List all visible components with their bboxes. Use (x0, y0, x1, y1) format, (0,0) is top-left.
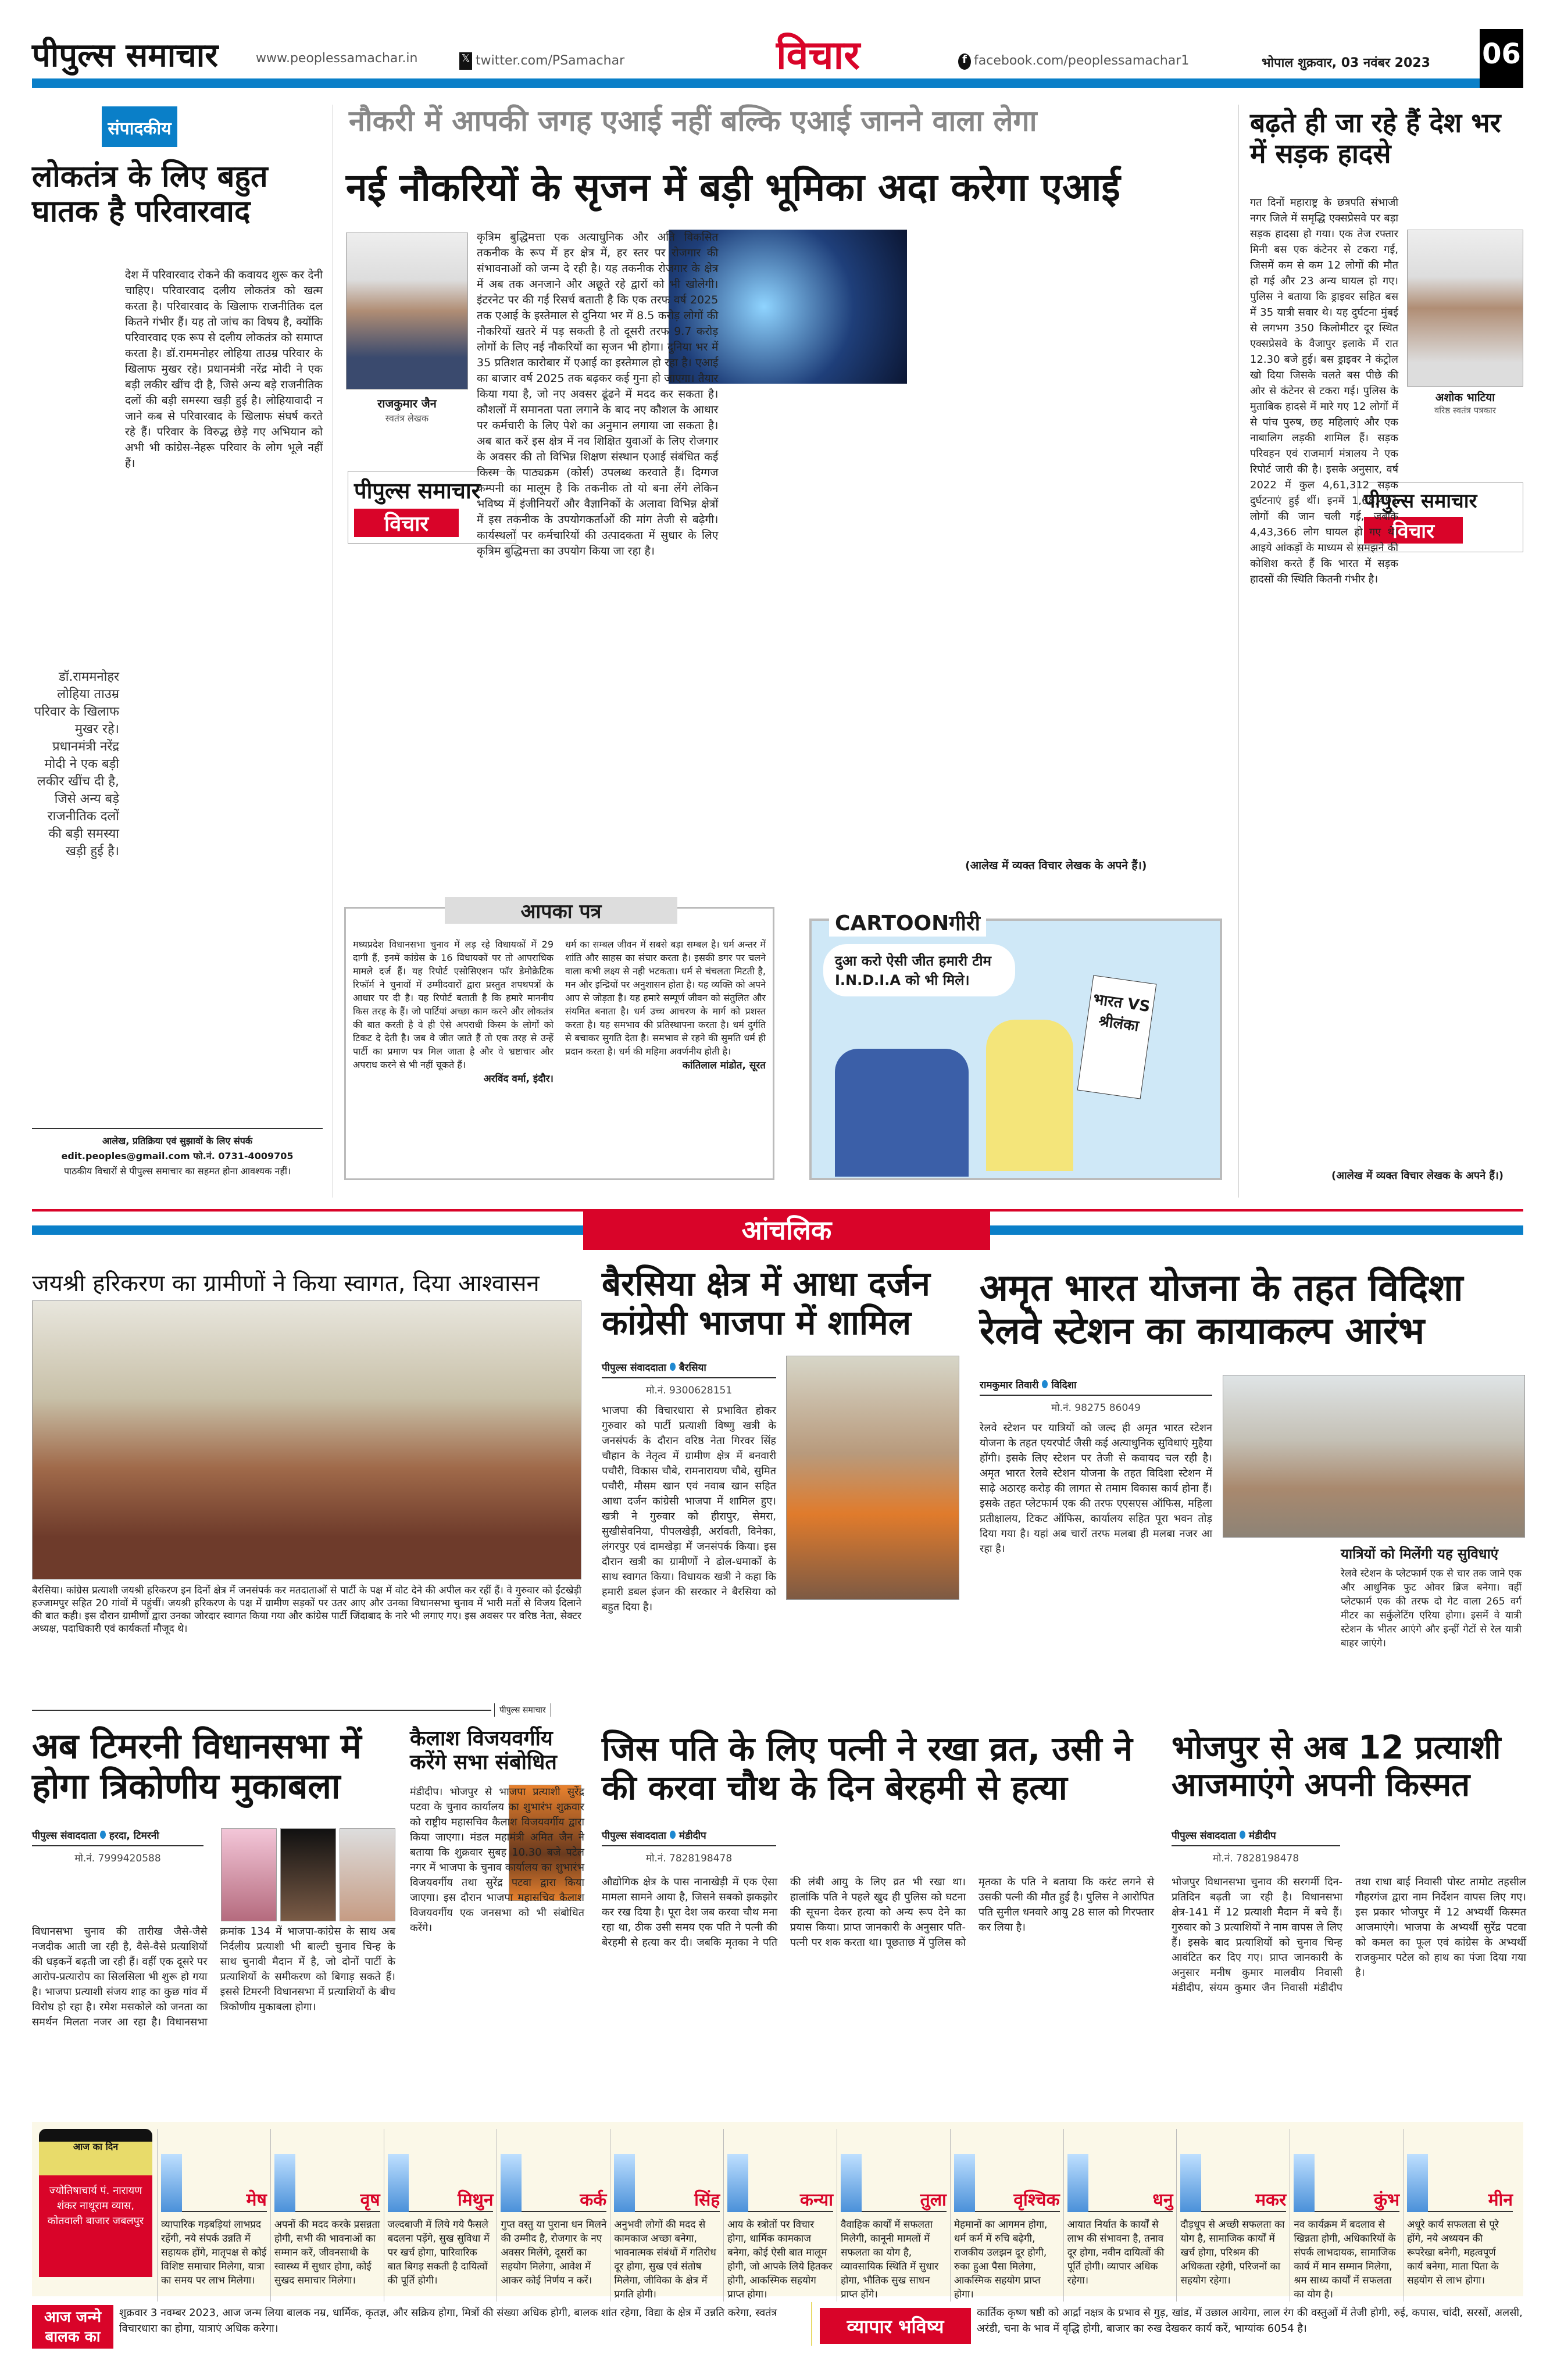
zodiac-sign-7 (837, 2129, 950, 2302)
facilities-body: रेलवे स्टेशन के प्लेटफार्म एक से चार तक जाने एक और आधुनिक फुट ओवर ब्रिज बनेगा। वहीं प्लेटफार्म एक की तरफ दो गेट वाला 265 वर्ग मीटर का सर्कुलेटिंग एरिया होगा। इसमें वे यात्री स्टेशन के भीतर आएंगे और इन्हीं गेटों से रेल यात्री बाहर जाएंगे। (1341, 1568, 1522, 1649)
facebook-link[interactable]: facebook.com/peoplessamachar1 (974, 53, 1190, 68)
zodiac-icon (841, 2154, 862, 2212)
section-title: विचार (776, 33, 860, 78)
zodiac-icon (501, 2154, 522, 2212)
zodiac-sign-8 (950, 2129, 1063, 2302)
reporter-mobile: मो.नं. 98275 86049 (1051, 1402, 1141, 1414)
zodiac-sign-9 (1063, 2129, 1177, 2302)
sign-name: मकर (1180, 2187, 1286, 2212)
byline (1172, 1828, 1340, 1846)
story-body: रेलवे स्टेशन पर यात्रियों को जल्द ही अमृत भारत स्टेशन योजना के तहत एयरपोर्ट जैसी कई अत्याधुनिक सुविधाएं मुहैया होंगी। इसके लिए स्टेशन पर तेजी से कवायद चल रही है। अमृत भारत रेलवे स्टेशन योजना के तहत विदिशा स्टेशन में साढ़े अठारह करोड़ की लागत से तमाम विकास कार्य होना हैं। इसके तहत प्लेटफार्म एक की तरफ एएसएस ऑफिस, महिला प्रतीक्षालय, टिकट ऑफिस, कार्यालय सहित पूरा भवन तोड़ दिया गया है। यहां अब चारों तरफ मलबा ही मलबा नजर आ रहा है। (980, 1422, 1212, 1555)
zodiac-icon (1407, 2154, 1428, 2212)
letter-author: अरविंद वर्मा, इंदौर। (483, 1073, 553, 1085)
story-byline-block (980, 1378, 1212, 1557)
place: हरदा, टिमरनी (109, 1830, 159, 1842)
rule (32, 1710, 491, 1711)
story-byline-block (1172, 1828, 1340, 1871)
trade-text: कार्तिक कृष्ण षष्ठी को आर्द्रा नक्षत्र के प्रभाव से गुड़, खांड, में उछाल आयेगा, लाल रंग की वस्तुओं में तेजी होगी, रुई, कपास, चांदी, सरसों, अलसी, अरंडी, चना के भाव में वृद्धि होगी, बाजार का रुख देखकर कार्य करें, भाग्यांक 6054 है। (977, 2307, 1523, 2335)
reporter: पीपुल्स संवाददाता (602, 1830, 666, 1842)
cartoon-newspaper: भारत VS श्रीलंका (1077, 975, 1157, 1099)
story-headline: भोजपुर से अब 12 प्रत्याशी आजमाएंगे अपनी किस्मत (1172, 1729, 1501, 1804)
reporter-mobile: मो.नं. 7999420588 (74, 1853, 161, 1864)
letter-author: कांतिलाल मांडोत, सूरत (682, 1060, 766, 1071)
byline (32, 1828, 203, 1846)
letters-box (344, 900, 774, 1180)
sign-name: धनु (1067, 2187, 1173, 2212)
author-name: राजकुमार जैन (377, 396, 437, 410)
right-headline: बढ़ते ही जा रहे हैं देश भर में सड़क हादसे (1250, 107, 1501, 169)
zodiac-icon (954, 2154, 975, 2212)
byline (980, 1378, 1212, 1396)
column-divider (1238, 105, 1239, 1198)
dateline: भोपाल शुक्रवार, 03 नवंबर 2023 (1262, 56, 1430, 70)
zodiac-sign-1 (157, 2129, 270, 2302)
sign-text: गुप्त वस्तु या पुराना धन मिलने की उम्मीद है, रोजगार के नए अवसर मिलेंगे, दूसरों का सहयोग मिलेगा, आवेश में आकर कोई निर्णय न करें। (501, 2219, 607, 2286)
zodiac-sign-5 (610, 2129, 723, 2302)
sign-name: वृष (274, 2187, 380, 2212)
sign-name: वृश्चिक (954, 2187, 1060, 2212)
author-role: वरिष्ठ स्वतंत्र पत्रकार (1434, 405, 1497, 416)
story-headline: बैरसिया क्षेत्र में आधा दर्जन कांग्रेसी भाजपा में शामिल (602, 1264, 930, 1342)
reporter: रामकुमार तिवारी (980, 1380, 1039, 1391)
photo-credit: पीपुल्स समाचार (494, 1703, 551, 1717)
sign-text: अपनों की मदद करके प्रसन्नता होगी, सभी की भावनाओं का सम्मान करें, जीवनसाथी के स्वास्थ्य में सुधार होगा, कोई सुखद समाचार मिलेगा। (274, 2219, 380, 2286)
story-body: विधानसभा चुनाव की तारीख जैसे-जैसे नजदीक आती जा रही है, वैसे-वैसे प्रत्याशियों की धड़कनें बढ़ती जा रही हैं। वहीं एक दूसरे पर आरोप-प्रत्यारोप का सिलसिला भी शुरू हो गया है। भाजपा प्रत्याशी संजय शाह का कुछ गांव में विरोध हो रहा है। रमेश मसकोले को जनता का समर्थन मिलता नजर आ रहा है। विधानसभा क्रमांक 134 में भाजपा-कांग्रेस के साथ अब निर्दलीय प्रत्याशी भी बाल्टी चुनाव चिन्ह के साथ चुनावी मैदान में है, जो दोनों पार्टी के प्रत्याशियों के समीकरण को बिगाड़ सकते हैं। इससे टिमरनी विधानसभा में प्रत्याशियों के बीच त्रिकोणीय मुकाबला होगा। (32, 1925, 395, 2028)
main-overline: नौकरी में आपकी जगह एआई नहीं बल्कि एआई जानने वाला लेगा (349, 104, 1037, 138)
letter-item (353, 938, 553, 1085)
byline (602, 1360, 776, 1378)
bullet-icon (100, 1831, 106, 1839)
editorial-label: संपादकीय (102, 106, 177, 147)
author-photo (346, 233, 468, 389)
letter-text: मध्यप्रदेश विधानसभा चुनाव में लड़ रहे विधायकों में 29 दागी हैं, इनमें कांग्रेस के 16 विधायकों पर तो आपराधिक मामले दर्ज हैं। यह रिपोर्ट एसोसिएशन फॉर डेमोक्रेटिक रिफॉर्म ने चुनावों में उम्मीदवारों द्वारा प्रस्तुत शपथपत्रों के आधार पर दी है। यह रिपोर्ट बताती है कि हमारे माननीय किस तरह के हैं। जो पार्टियां अच्छा काम करने और लोकतंत्र की बात करती है वे ही ऐसे अपराधी किस्म के लोगों को टिकट दे देती है। जब वे जीत जाते हैं तो एक तरह से उन्हें पार्टी का प्रमाण पत्र मिल जाता है और वे भ्रष्टाचार और अपराध करने से भी नहीं चूकते हैं। (353, 939, 553, 1070)
badge-section: विचार (1364, 517, 1463, 544)
page-number: 06 (1480, 29, 1523, 88)
facilities-title: यात्रियों को मिलेंगी यह सुविधाएं (1341, 1546, 1499, 1562)
story-body: भाजपा की विचारधारा से प्रभावित होकर गुरुवार को पार्टी प्रत्याशी विष्णु खत्री के जनसंपर्क के दौरान वरिष्ठ नेता गिरवर सिंह चौहान के नेतृत्व में ग्रामीण क्षेत्र में बनवारी पचौरी, विकास चौबे, रामनारायण चौबे, सुमित पचौरी, मौसम खान एवं नवाब खान सहित आधा दर्जन कांग्रेसी भाजपा में शामिल हुए। खत्री ने गुरुवार को हीरापुर, सेमरा, सुखीसेवनिया, पीपलखेड़ी, अर्रावती, विनेका, लंगरपुर एवं दामखेड़ा में जनसंपर्क किया। इस दौरान खत्री का ग्रामीणों ने ढोल-धमाकों के साथ स्वागत किया। विधायक खत्री ने कहा कि हमारी डबल इंजन की सरकार ने बैरसिया को बहुत दिया है। (602, 1405, 776, 1613)
sign-name: मिथुन (388, 2187, 494, 2212)
masthead-logo: पीपुल्स समाचार (32, 37, 219, 74)
right-disclaimer: (आलेख में व्यक्त विचार लेखक के अपने हैं।) (1331, 1170, 1504, 1182)
place: विदिशा (1051, 1380, 1077, 1391)
main-disclaimer: (आलेख में व्यक्त विचार लेखक के अपने हैं।) (965, 859, 1147, 872)
author-name: अशोक भाटिया (1435, 391, 1495, 404)
footer-divider (811, 2302, 812, 2346)
contact-email[interactable]: edit.peoples@gmail.com फो.नं. 0731-4009705 (61, 1150, 294, 1162)
zodiac-sign-11 (1290, 2129, 1403, 2302)
place: बैरसिया (678, 1362, 706, 1374)
sign-text: दौड़धूप से अच्छी सफलता का योग है, सामाजिक कार्यों में खर्च होगा, परिश्रम की अधिकता रहेगी, परिजनों का सहयोग रहेगा। (1180, 2219, 1285, 2286)
cartoon-box (809, 912, 1222, 1180)
sign-name: मीन (1407, 2187, 1513, 2212)
zodiac-sign-12 (1403, 2129, 1516, 2302)
sign-text: अधूरे कार्य सफलता से पूरे होंगे, नये अध्ययन की रूपरेखा बनेगी, महत्वपूर्ण कार्य बनेगा, माता पिता के सहयोग से लाभ होगा। (1407, 2219, 1499, 2286)
zodiac-icon (388, 2154, 409, 2212)
place: मंडीदीप (1248, 1830, 1276, 1842)
disclaimer: पाठकीय विचारों से पीपुल्स समाचार का सहमत होना आवश्यक नहीं। (63, 1166, 291, 1177)
reporter-mobile: मो.नं. 9300628151 (645, 1385, 733, 1396)
contact-label: आलेख, प्रतिक्रिया एवं सुझावों के लिए संपर्क (102, 1135, 253, 1146)
letters-title: आपका पत्र (445, 897, 677, 924)
reporter-mobile: मो.नं. 7828198478 (1212, 1853, 1299, 1864)
story-headline: अमृत भारत योजना के तहत विदिशा रेलवे स्टेशन का कायाकल्प आरंभ (980, 1267, 1463, 1353)
story-byline-block (602, 1360, 776, 1615)
regional-section-title: आंचलिक (583, 1209, 990, 1250)
sign-name: कुंभ (1294, 2187, 1399, 2212)
sign-text: अनुभवी लोगों की मदद से कामकाज अच्छा बनेगा, भावनात्मक संबंधों में गतिरोध दूर होगा, सुख एवं संतोष मिलेगा, जीविका के क्षेत्र में प्रगति होगी। (614, 2219, 716, 2300)
story-body: औद्योगिक क्षेत्र के पास नानाखेड़ी में एक ऐसा मामला सामने आया है, जिसने सबको झकझोर कर रख दिया है। पूरा देश जब करवा चौथ मना रहा था, ठीक उसी समय एक पति ने पत्नी की बेरहमी से हत्या कर दी। जबकि मृतका ने पति की लंबी आयु के लिए व्रत भी रखा था। हालांकि पति ने पहले खुद ही पुलिस को घटना की सूचना देकर हत्या को अन्य रूप देने का प्रयास किया। प्राप्त जानकारी के अनुसार पति-पत्नी पर शक करता था। पूछताछ में पुलिस को मृतका के पति ने बताया कि करंट लगने से उसकी पत्नी की मौत हुई है। पुलिस ने आरोपित पति सुनील धनवारे आयु 28 साल को गिरफ्तार कर लिया है। (602, 1876, 1154, 1949)
born-text: शुक्रवार 3 नवम्बर 2023, आज जन्म लिया बालक नम्र, धार्मिक, कृतज्ञ, और सक्रिय होगा, मित्रों की संख्या अधिक होगी, बालक शांत रहेगा, विद्या के क्षेत्र में उन्नति करेगा, स्वतंत्र विचारधारा का होगा, यात्राएं अधिक करेगा। (119, 2307, 777, 2335)
story-headline: जयश्री हरिकरण का ग्रामीणों ने किया स्वागत, दिया आश्वासन (32, 1270, 540, 1297)
bullet-icon (670, 1363, 676, 1371)
story-body: भोजपुर विधानसभा चुनाव की सरगर्मी दिन-प्रतिदिन बढ़ती जा रही है। विधानसभा क्षेत्र-141 में 12 प्रत्याशी मैदान में बचे हैं। गुरुवार को 3 प्रत्याशियों ने नाम वापस ले लिए हैं। इसके बाद प्रत्याशियों को चुनाव चिन्ह आवंटित कर दिए गए। प्राप्त जानकारी के अनुसार मनीष कुमार मालवीय निवासी मंडीदीप, संयम कुमार जैन निवासी मंडीदीप तथा राधा बाई निवासी पोस्ट तामोट तहसील गौहरगंज द्वारा नाम निर्देशन वापस लिए गए। इस प्रकार भोजपुर में 12 अभ्यर्थी किस्मत आजमाएंगे। भाजपा के अभ्यर्थी सुरेंद्र पटवा को कमल का फूल एवं कांग्रेस के अभ्यर्थी राजकुमार पटेल को हाथ का पंजा दिया गया है। (1172, 1876, 1526, 1994)
astrologer: ज्योतिषाचार्य पं. नारायण शंकर नाथूराम व्यास, कोतवाली बाजार जबलपुर (39, 2175, 152, 2277)
bullet-icon (670, 1831, 676, 1839)
facebook-icon: f (958, 53, 971, 70)
editorial-headline: लोकतंत्र के लिए बहुत घातक है परिवारवाद (32, 159, 268, 229)
cartoon-figure-standing (986, 1020, 1073, 1171)
horoscope-panel (32, 2122, 1523, 2300)
sign-text: आयात निर्यात के कार्यों से लाभ की संभावना है, तनाव दूर होगा, नवीन दायित्वों की पूर्ति होगी। व्यापार अधिक रहेगा। (1067, 2219, 1165, 2286)
byline (602, 1828, 776, 1846)
sign-text: व्यापारिक गड़बड़ियां लाभप्रद रहेंगी, नये संपर्क उन्नति में सहायक होंगे, मातृपक्ष से कोई विशिष्ट समाचार मिलेगा, यात्रा का समय पर लाभ मिलेगा। (161, 2219, 267, 2286)
badge-logo: पीपुल्स समाचार (354, 478, 481, 503)
reporter-mobile: मो.नं. 7828198478 (645, 1853, 733, 1864)
zodiac-icon (727, 2154, 748, 2212)
main-headline: नई नौकरियों के सृजन में बड़ी भूमिका अदा करेगा एआई (346, 165, 1120, 210)
right-body: गत दिनों महाराष्ट्र के छत्रपति संभाजी नगर जिले में समृद्धि एक्सप्रेसवे पर बड़ा सड़क हादसा हो गया। एक तेज रफ्तार मिनी बस एक कंटेनर से टकरा गई, जिसमें कम से कम 12 लोगों की मौत हो गई और 23 अन्य घायल हो गए। पुलिस ने बताया कि ड्राइवर सहित बस में 35 यात्री सवार थे। यह दुर्घटना मुंबई से लगभग 350 किलोमीटर दूर स्थित एक्सप्रेसवे के वैजापुर इलाके में रात 12.30 बजे हुई। बस ड्राइवर ने कंट्रोल खो दिया जिसके चलते बस पीछे की ओर से कंटेनर से टकरा गई। पुलिस के मुताबिक हादसे में मारे गए 12 लोगों में से पांच पुरुष, छह महिलाएं और एक नाबालिग लड़की शामिल हैं। सड़क परिवहन एवं राजमार्ग मंत्रालय ने एक रिपोर्ट जारी की है। इसके अनुसार, वर्ष 2022 में कुल 4,61,312 सड़क दुर्घटनाएं हुई थीं। इनमें 1,68,491 लोगों की जान चली गई, जबकि 4,43,366 लोग घायल हो गए थे। आइये आंकड़ों के माध्यम से समझने की कोशिश करते हैं कि भारत में सड़क हादसों की स्थिति कितनी गंभीर है। (1250, 196, 1398, 585)
story-photo (32, 1300, 581, 1579)
editorial-contact-box (32, 1128, 323, 1179)
cartoon-figure-seated (835, 1049, 969, 1177)
zodiac-sign-4 (497, 2129, 610, 2302)
zodiac-sign-6 (723, 2129, 837, 2302)
letter-item (565, 938, 766, 1085)
reporter: पीपुल्स संवाददाता (1172, 1830, 1236, 1842)
zodiac-sign-2 (270, 2129, 384, 2302)
zodiac-icon (274, 2154, 295, 2212)
zodiac-icon (161, 2154, 182, 2212)
zodiac-sign-3 (384, 2129, 497, 2302)
sign-text: नव कार्यक्रम में बदलाव से खिन्नता होगी, अधिकारियों के संपर्क लाभदायक, सामाजिक कार्य में मान सम्मान मिलेगा, श्रम साध्य कार्यों में सफलता का योग है। (1294, 2219, 1396, 2300)
zodiac-sign-10 (1176, 2129, 1290, 2302)
facilities-box (1337, 1541, 1525, 1654)
sign-name: सिंह (614, 2187, 720, 2212)
badge-section: विचार (354, 509, 459, 537)
story-headline: अब टिमरनी विधानसभा में होगा त्रिकोणीय मुकाबला (32, 1726, 362, 1807)
main-body: कृत्रिम बुद्धिमत्ता एक अत्याधुनिक और अति विकसित तकनीक के रूप में हर क्षेत्र में, हर स्तर पर रोजगार की संभावनाओं को जन्म दे रही है। यह तकनीक रोजगार के क्षेत्र में अब तक अनजाने और अछूते रहे द्वारों को भी खोलेगी। इंटरनेट पर की गई रिसर्च बताती है कि एक तरफ वर्ष 2025 तक एआई के इस्तेमाल से दुनिया भर में 8.5 करोड़ लोगों की नौकरियों खतरे में पड़ सकती है तो दूसरी तरफ 9.7 करोड़ लोगों के लिए नई नौकरियों का सृजन भी होगा। दुनिया भर में 35 प्रतिशत कारोबार में एआई का इस्तेमाल हो रहा है। एआई का बाजार वर्ष 2025 तक बढ़कर कई गुना हो जाएगा। तैयार किया गया है, जो नए अवसर ढूंढने में मदद कर सकता है। कौशलों में समानता पता लगाने के बाद नए कौशल के आधार पर कर्मचारी के लिए पेशे का अनुमान लगाया जा सकता है। अब बात करें इस क्षेत्र में नव शिक्षित युवाओं के लिए रोजगार के अवसर की तो विभिन्न शिक्षण संस्थान एआई संबंधित कई किस्म के पाठ्यक्रम (कोर्स) उपलब्ध करवाते हैं। दिग्गज कम्पनी का मालूम है कि तकनीक तो यो बना लेंगे लेकिन भविष्य में इंजीनियरों और वैज्ञानिकों के अलावा विभिन्न क्षेत्रों में इस तकनीक के उपयोगकर्ताओं की मांग तेजी से बढ़ेगी। कार्यस्थलों पर कर्मचारियों की उत्पादकता में सुधार के लिए कृत्रिम बुद्धिमत्ता का उपयोग किया जा रहा है। (477, 231, 719, 558)
author-role: स्वतंत्र लेखक (385, 413, 429, 424)
story-photo (786, 1356, 959, 1600)
zodiac-signs (157, 2129, 1516, 2300)
letter-text: धर्म का सम्बल जीवन में सबसे बड़ा सम्बल है। धर्म अन्तर में शांति और साहस का संचार करता है। इसकी डगर पर चलने वाला कभी लक्ष्य से नही भटकता। धर्म से चंचलता मिटती है, मन और इन्द्रियों पर अनुशासन होता है। यह व्यक्ति को अपने आप से जोड़ता है। यह हमारे सम्पूर्ण जीवन को संतुलित और संयमित बनाता है। धर्म उच्च आचरण के मार्ग को प्रशस्त करता है। यह समभाव की प्रतिस्थापना करता है। धर्म दुर्गति से बचाकर सुगति देता है। समभाव से रहने की सुमति धर्म ही प्रदान करता है। धर्म की महिमा अवर्णनीय होती है। (565, 939, 766, 1057)
badge-logo: पीपुल्स समाचार (1364, 489, 1477, 513)
horoscope-title: आज का दिन (39, 2129, 152, 2175)
sign-text: मेहमानों का आगमन होगा, धर्म कर्म में रुचि बढ़ेगी, राजकीय उलझन दूर होगी, रुका हुआ पैसा मिलेगा, आकस्मिक सहयोग प्राप्त होगा। (954, 2219, 1048, 2300)
cartoon-title: CARTOONगीरी (829, 908, 986, 937)
bullet-icon (1042, 1380, 1048, 1388)
sign-name: तुला (841, 2187, 947, 2212)
editorial-body: देश में परिवारवाद रोकने की कवायद शुरू कर देनी चाहिए। परिवारवाद दलीय लोकतंत्र को खत्म करता है। परिवारवाद के खिलाफ राजनीतिक दल कितने गंभीर हैं। यह तो जांच का विषय है, क्योंकि परिवारवाद एक रूप से दलीय लोकतंत्र को समाप्त करता है। डॉ.राममनोहर लोहिया ताउम्र परिवार के खिलाफ मुखर रहे। प्रधानमंत्री नरेंद्र मोदी ने एक बड़ी लकीर खींच दी है, जिसे अन्य बड़े राजनीतिक दलों की बड़ी समस्या खड़ी हुई है। लोहियावादी न जाने कब से परिवारवाद के खिलाफ संघर्ष करते रहे हैं। परिवार के विरुद्ध छेड़े गए अभियान को अभी भी कांग्रेस-नेहरू परिवार के लोग भूले नहीं हैं। (125, 269, 323, 470)
author-photo (1407, 230, 1523, 387)
website-link[interactable]: www.peoplessamachar.in (256, 51, 418, 66)
twitter-icon: 𝕏 (459, 52, 472, 70)
cartoon-speech-bubble: दुआ करो ऐसी जीत हमारी टीम I.N.D.I.A को भी मिले। (823, 944, 1015, 996)
bullet-icon (1240, 1831, 1245, 1839)
story-body: मंडीदीप। भोजपुर से भाजपा प्रत्याशी सुरेंद्र पटवा के चुनाव कार्यालय का शुभारंभ शुक्रवार को राष्ट्रीय महासचिव कैलाश विजयवर्गीय द्वारा किया जाएगा। मंडल महामंत्री अमित जैन ने बताया कि शुक्रवार सुबह 10.30 बजे पटेल नगर में भाजपा के चुनाव कार्यालय का शुभारंभ विजयवर्गीय तथा सुरेंद्र पटवा द्वारा किया जाएगा। इस दौरान भाजपा महासचिव कैलाश विजयवर्गीय एक जनसभा को भी संबोधित करेंगे। (410, 1786, 584, 1934)
twitter-link[interactable]: twitter.com/PSamachar (476, 53, 625, 68)
born-label: आज जन्मे बालक का फल (32, 2305, 113, 2349)
sign-text: वैवाहिक कार्यों में सफलता मिलेगी, कानूनी मामलों में सफलता का योग है, व्यावसायिक स्थिति में सुधार होगा, भौतिक सुख साधन प्राप्त होंगे। (840, 2219, 939, 2300)
sign-text: जल्दबाजी में लिये गये फैसले बदलना पड़ेंगे, सुख सुविधा में पर खर्च होगा, पारिवारिक बात बिगड़ सकती है दायित्वों की पूर्ति होगी। (387, 2219, 490, 2286)
zodiac-icon (1294, 2154, 1315, 2212)
zodiac-icon (1067, 2154, 1088, 2212)
story-byline-block (32, 1828, 203, 1871)
story-photo (1223, 1375, 1525, 1538)
reporter: पीपुल्स संवाददाता (32, 1830, 97, 1842)
horoscope-title-block (39, 2129, 152, 2289)
header-rule (32, 78, 1480, 88)
story-byline-block (602, 1828, 776, 1871)
sign-text: आय के स्त्रोतों पर विचार होगा, धार्मिक कामकाज बनेगा, कोई ऐसी बात मालूम होगी, जो आपके लिये हितकर होगी, आकस्मिक सहयोग प्राप्त होगा। (727, 2219, 833, 2300)
reporter: पीपुल्स संवाददाता (602, 1362, 666, 1374)
story-caption: बैरसिया। कांग्रेस प्रत्याशी जयश्री हरिकरण इन दिनों क्षेत्र में जनसंपर्क कर मतदाताओं से पार्टी के पक्ष में वोट देने की अपील कर रहीं हैं। वे गुरुवार को ईंटखेड़ी हज्जामपुर सहित 20 गांवों में पहुंचीं। जयश्री हरिकरण के पक्ष में ग्रामीण सड़कों पर उतर आए और उनका विधानसभा चुनाव में भारी मतों से विजय दिलाने की बात कही। इस दौरान ग्रामीणों द्वारा उनका जोरदार स्वागत किया गया और कांग्रेस पार्टी जिंदाबाद के नारे भी लगाए गए। इस अवसर पर वरिष्ठ नेता, सेक्टर अध्यक्ष, पदाधिकारी एवं कार्यकर्ता मौजूद थे। (32, 1585, 581, 1635)
sign-name: कन्या (727, 2187, 833, 2212)
place: मंडीदीप (678, 1830, 706, 1842)
trade-label: व्यापार भविष्य (820, 2308, 971, 2344)
sign-name: मेष (161, 2187, 267, 2212)
story-headline: जिस पति के लिए पत्नी ने रखा व्रत, उसी ने की करवा चौथ के दिन बेरहमी से हत्या (602, 1729, 1133, 1807)
story-headline: कैलाश विजयवर्गीय करेंगे सभा संबोधित (410, 1727, 557, 1775)
zodiac-icon (614, 2154, 635, 2212)
editorial-pull-quote: डॉ.राममनोहर लोहिया ताउम्र परिवार के खिलाफ मुखर रहे। प्रधानमंत्री नरेंद्र मोदी ने एक बड़ी लकीर खींच दी है, जिसे अन्य बड़े राजनीतिक दलों की बड़ी समस्या खड़ी हुई है। (34, 670, 119, 859)
sign-name: कर्क (501, 2187, 606, 2212)
zodiac-icon (1180, 2154, 1201, 2212)
